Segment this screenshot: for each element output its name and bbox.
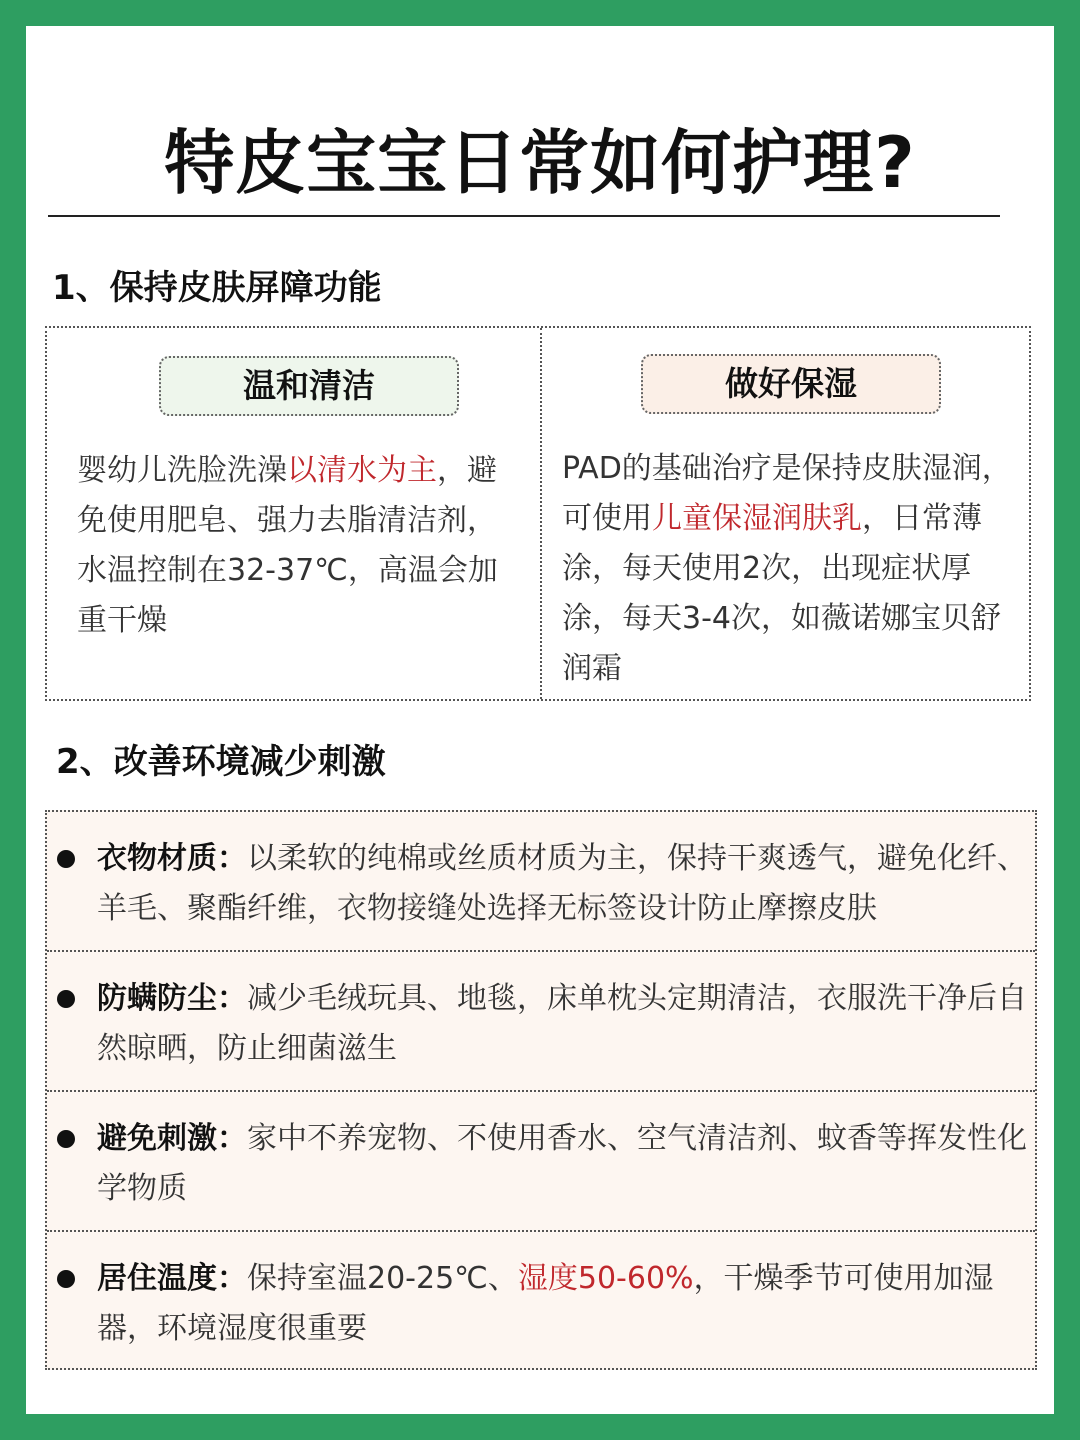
list-item (47, 952, 1035, 1090)
page-title: 特皮宝宝日常如何护理? (164, 122, 916, 204)
bullet-icon (57, 1270, 75, 1288)
moisturizing-text (562, 444, 1024, 694)
bullet-icon (57, 1130, 75, 1148)
list-item (47, 812, 1035, 950)
list-item-body: 以柔软的纯棉或丝质材质为主，保持干爽透气，避免化纤、羊毛、聚酯纤维，衣物接缝处选择无标签设计防止摩擦皮肤 (97, 841, 1027, 926)
gentle-cleansing-text-part2: ，避免使用肥皂、强力去脂清洁剂，水温控制在32-37℃，高温会加重干燥 (77, 453, 498, 638)
title-divider (48, 215, 1000, 217)
page-card (26, 26, 1054, 1414)
moisturizing-highlight: 儿童保湿润肤乳 (652, 501, 862, 536)
moisturizing-text-part2: ，日常薄涂，每天使用2次，出现症状厚涂，每天3-4次，如薇诺娜宝贝舒润霜 (562, 501, 1001, 686)
list-item (47, 1232, 1035, 1370)
list-item-text (97, 834, 1037, 934)
section-2-heading: 2、改善环境减少刺激 (56, 742, 386, 782)
list-item-text (97, 974, 1037, 1074)
list-item-body: 保持室温20-25℃、 (247, 1261, 518, 1296)
pill-moisturizing: 做好保湿 (641, 354, 941, 414)
section-1-box (45, 326, 1031, 701)
gentle-cleansing-text (77, 446, 522, 646)
list-item (47, 1092, 1035, 1230)
bullet-icon (57, 990, 75, 1008)
list-item-label: 居住温度： (97, 1261, 247, 1296)
pill-gentle-cleansing: 温和清洁 (159, 356, 459, 416)
list-item-body: 减少毛绒玩具、地毯，床单枕头定期清洁，衣服洗干净后自然晾晒，防止细菌滋生 (97, 981, 1027, 1066)
section-1-heading: 1、保持皮肤屏障功能 (52, 268, 382, 308)
list-item-text (97, 1114, 1037, 1214)
section-2-list (45, 810, 1037, 1370)
gentle-cleansing-highlight: 以清水为主 (287, 453, 437, 488)
moisturizing-text-part1: PAD的基础治疗是保持皮肤湿润，可使用 (562, 451, 1012, 536)
list-item-label: 衣物材质： (97, 841, 247, 876)
bullet-icon (57, 850, 75, 868)
list-item-text (97, 1254, 1037, 1354)
list-item-label: 避免刺激： (97, 1121, 247, 1156)
list-item-highlight: 湿度50-60% (517, 1261, 694, 1296)
column-divider (540, 328, 542, 699)
list-item-body-end: ，干燥季节可使用加湿器，环境湿度很重要 (97, 1261, 994, 1346)
gentle-cleansing-text-part1: 婴幼儿洗脸洗澡 (77, 453, 287, 488)
list-item-body: 家中不养宠物、不使用香水、空气清洁剂、蚊香等挥发性化学物质 (97, 1121, 1027, 1206)
list-item-label: 防螨防尘： (97, 981, 247, 1016)
